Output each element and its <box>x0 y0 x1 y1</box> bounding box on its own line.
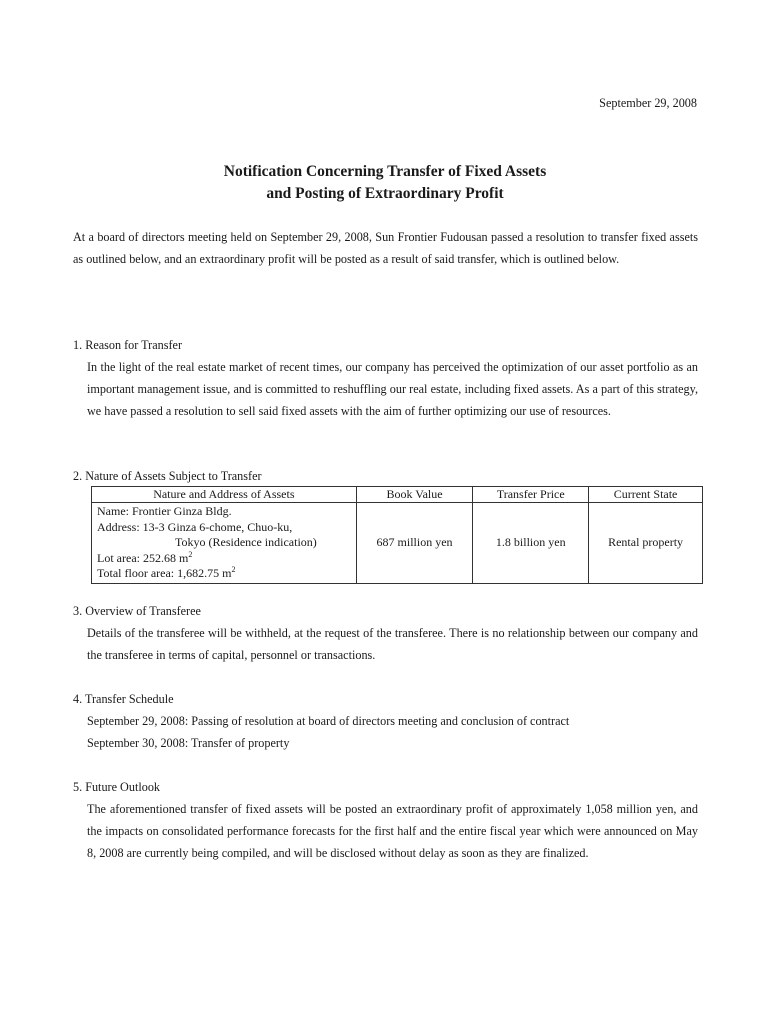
asset-description-cell <box>92 503 357 584</box>
intro-paragraph: At a board of directors meeting held on September 29, 2008, Sun Frontier Fudousan passed a resolution to transfer fixed assets as outlined below, and an extraordinary profit will be posted as a result of said transfer, which is outlined below. <box>73 230 698 267</box>
asset-floor-area <box>97 566 351 582</box>
lot-area-exponent: 2 <box>188 549 193 559</box>
section-outlook-heading: 5. Future Outlook <box>73 780 161 794</box>
asset-lot-area <box>97 551 351 567</box>
header-book-value: Book Value <box>356 487 473 503</box>
assets-table-header-row <box>92 487 703 503</box>
schedule-line-1: September 29, 2008: Passing of resolution at board of directors meeting and conclusion of contract <box>87 714 570 728</box>
transfer-price-cell: 1.8 billion yen <box>473 503 589 584</box>
book-value-cell: 687 million yen <box>356 503 473 584</box>
section-schedule-body <box>87 710 698 754</box>
title-line-1: Notification Concerning Transfer of Fixed Assets <box>223 163 547 180</box>
lot-area-text: Lot area: 252.68 m <box>97 550 189 565</box>
section-transferee-heading: 3. Overview of Transferee <box>73 604 201 618</box>
assets-table <box>91 486 703 584</box>
current-state-cell: Rental property <box>589 503 703 584</box>
section-transferee-body: Details of the transferee will be withheld, at the request of the transferee. There is no relationship between our company and the transferee in terms of capital, personnel or transactions. <box>87 626 698 663</box>
document-title <box>0 161 770 205</box>
title-line-2: and Posting of Extraordinary Profit <box>266 185 504 202</box>
floor-area-exponent: 2 <box>231 565 236 574</box>
section-nature-heading: 2. Nature of Assets Subject to Transfer <box>73 469 262 483</box>
asset-address-line-2: Tokyo (Residence indication) <box>175 535 317 549</box>
header-current-state: Current State <box>589 487 703 503</box>
asset-name: Name: Frontier Ginza Bldg. <box>97 504 232 518</box>
section-outlook-body: The aforementioned transfer of fixed assets will be posted an extraordinary profit of approximately 1,058 million yen, and the impacts on consolidated performance forecasts for the first half and the entire fiscal year which were announced on May 8, 2008 are currently being compiled, and will be disclosed without delay as soon as they are finalized. <box>87 802 698 861</box>
section-reason-body: In the light of the real estate market of recent times, our company has perceived the optimization of our asset portfolio as an important management issue, and is committed to reshuffling our real estate, including fixed assets. As a part of this strategy, we have passed a resolution to sell said fixed assets with the aim of further optimizing our use of resources. <box>87 360 698 419</box>
section-reason-heading: 1. Reason for Transfer <box>73 338 182 352</box>
document-date: September 29, 2008 <box>599 96 697 110</box>
table-row <box>92 503 703 584</box>
header-nature-address: Nature and Address of Assets <box>92 487 357 503</box>
schedule-line-2: September 30, 2008: Transfer of property <box>87 736 290 751</box>
section-schedule-heading: 4. Transfer Schedule <box>73 692 174 706</box>
asset-address-line-1: Address: 13-3 Ginza 6-chome, Chuo-ku, <box>97 519 293 534</box>
floor-area-text: Total floor area: 1,682.75 m <box>97 566 232 580</box>
header-transfer-price: Transfer Price <box>473 487 589 503</box>
